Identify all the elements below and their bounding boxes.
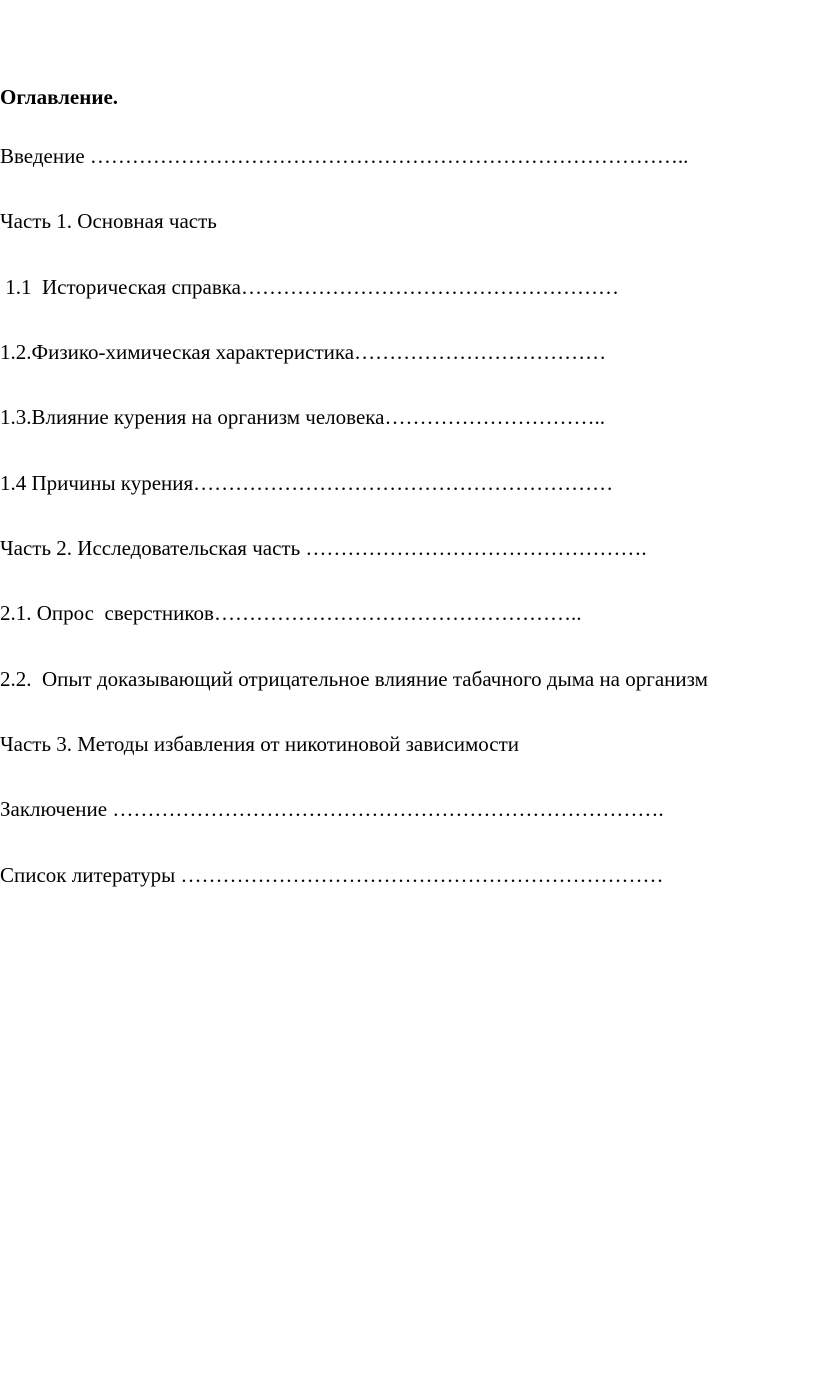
toc-entry-1-2: 1.2.Физико-химическая характеристика………………………………	[0, 340, 607, 364]
toc-title: Оглавление.	[0, 85, 119, 109]
toc-entry-references: Список литературы ……………………………………………………………	[0, 863, 664, 887]
toc-entry-2-1: 2.1. Опрос сверстников……………………………………………..	[0, 601, 582, 625]
toc-entry-conclusion: Заключение …………………………………………………………………….	[0, 797, 664, 821]
toc-entry-1-4: 1.4 Причины курения……………………………………………………	[0, 471, 614, 495]
toc-entry-part-2: Часть 2. Исследовательская часть ………………………………………….	[0, 536, 647, 560]
toc-entry-introduction: Введение …………………………………………………………………………..	[0, 144, 689, 168]
toc-entry-part-3: Часть 3. Методы избавления от никотиновой зависимости	[0, 732, 519, 756]
toc-entry-1-3: 1.3.Влияние курения на организм человека…………………………..	[0, 405, 605, 429]
toc-entry-part-1: Часть 1. Основная часть	[0, 209, 217, 233]
toc-entry-2-2: 2.2. Опыт доказывающий отрицательное влияние табачного дыма на организм	[0, 667, 708, 691]
toc-entry-1-1: 1.1 Историческая справка………………………………………………	[0, 275, 619, 299]
